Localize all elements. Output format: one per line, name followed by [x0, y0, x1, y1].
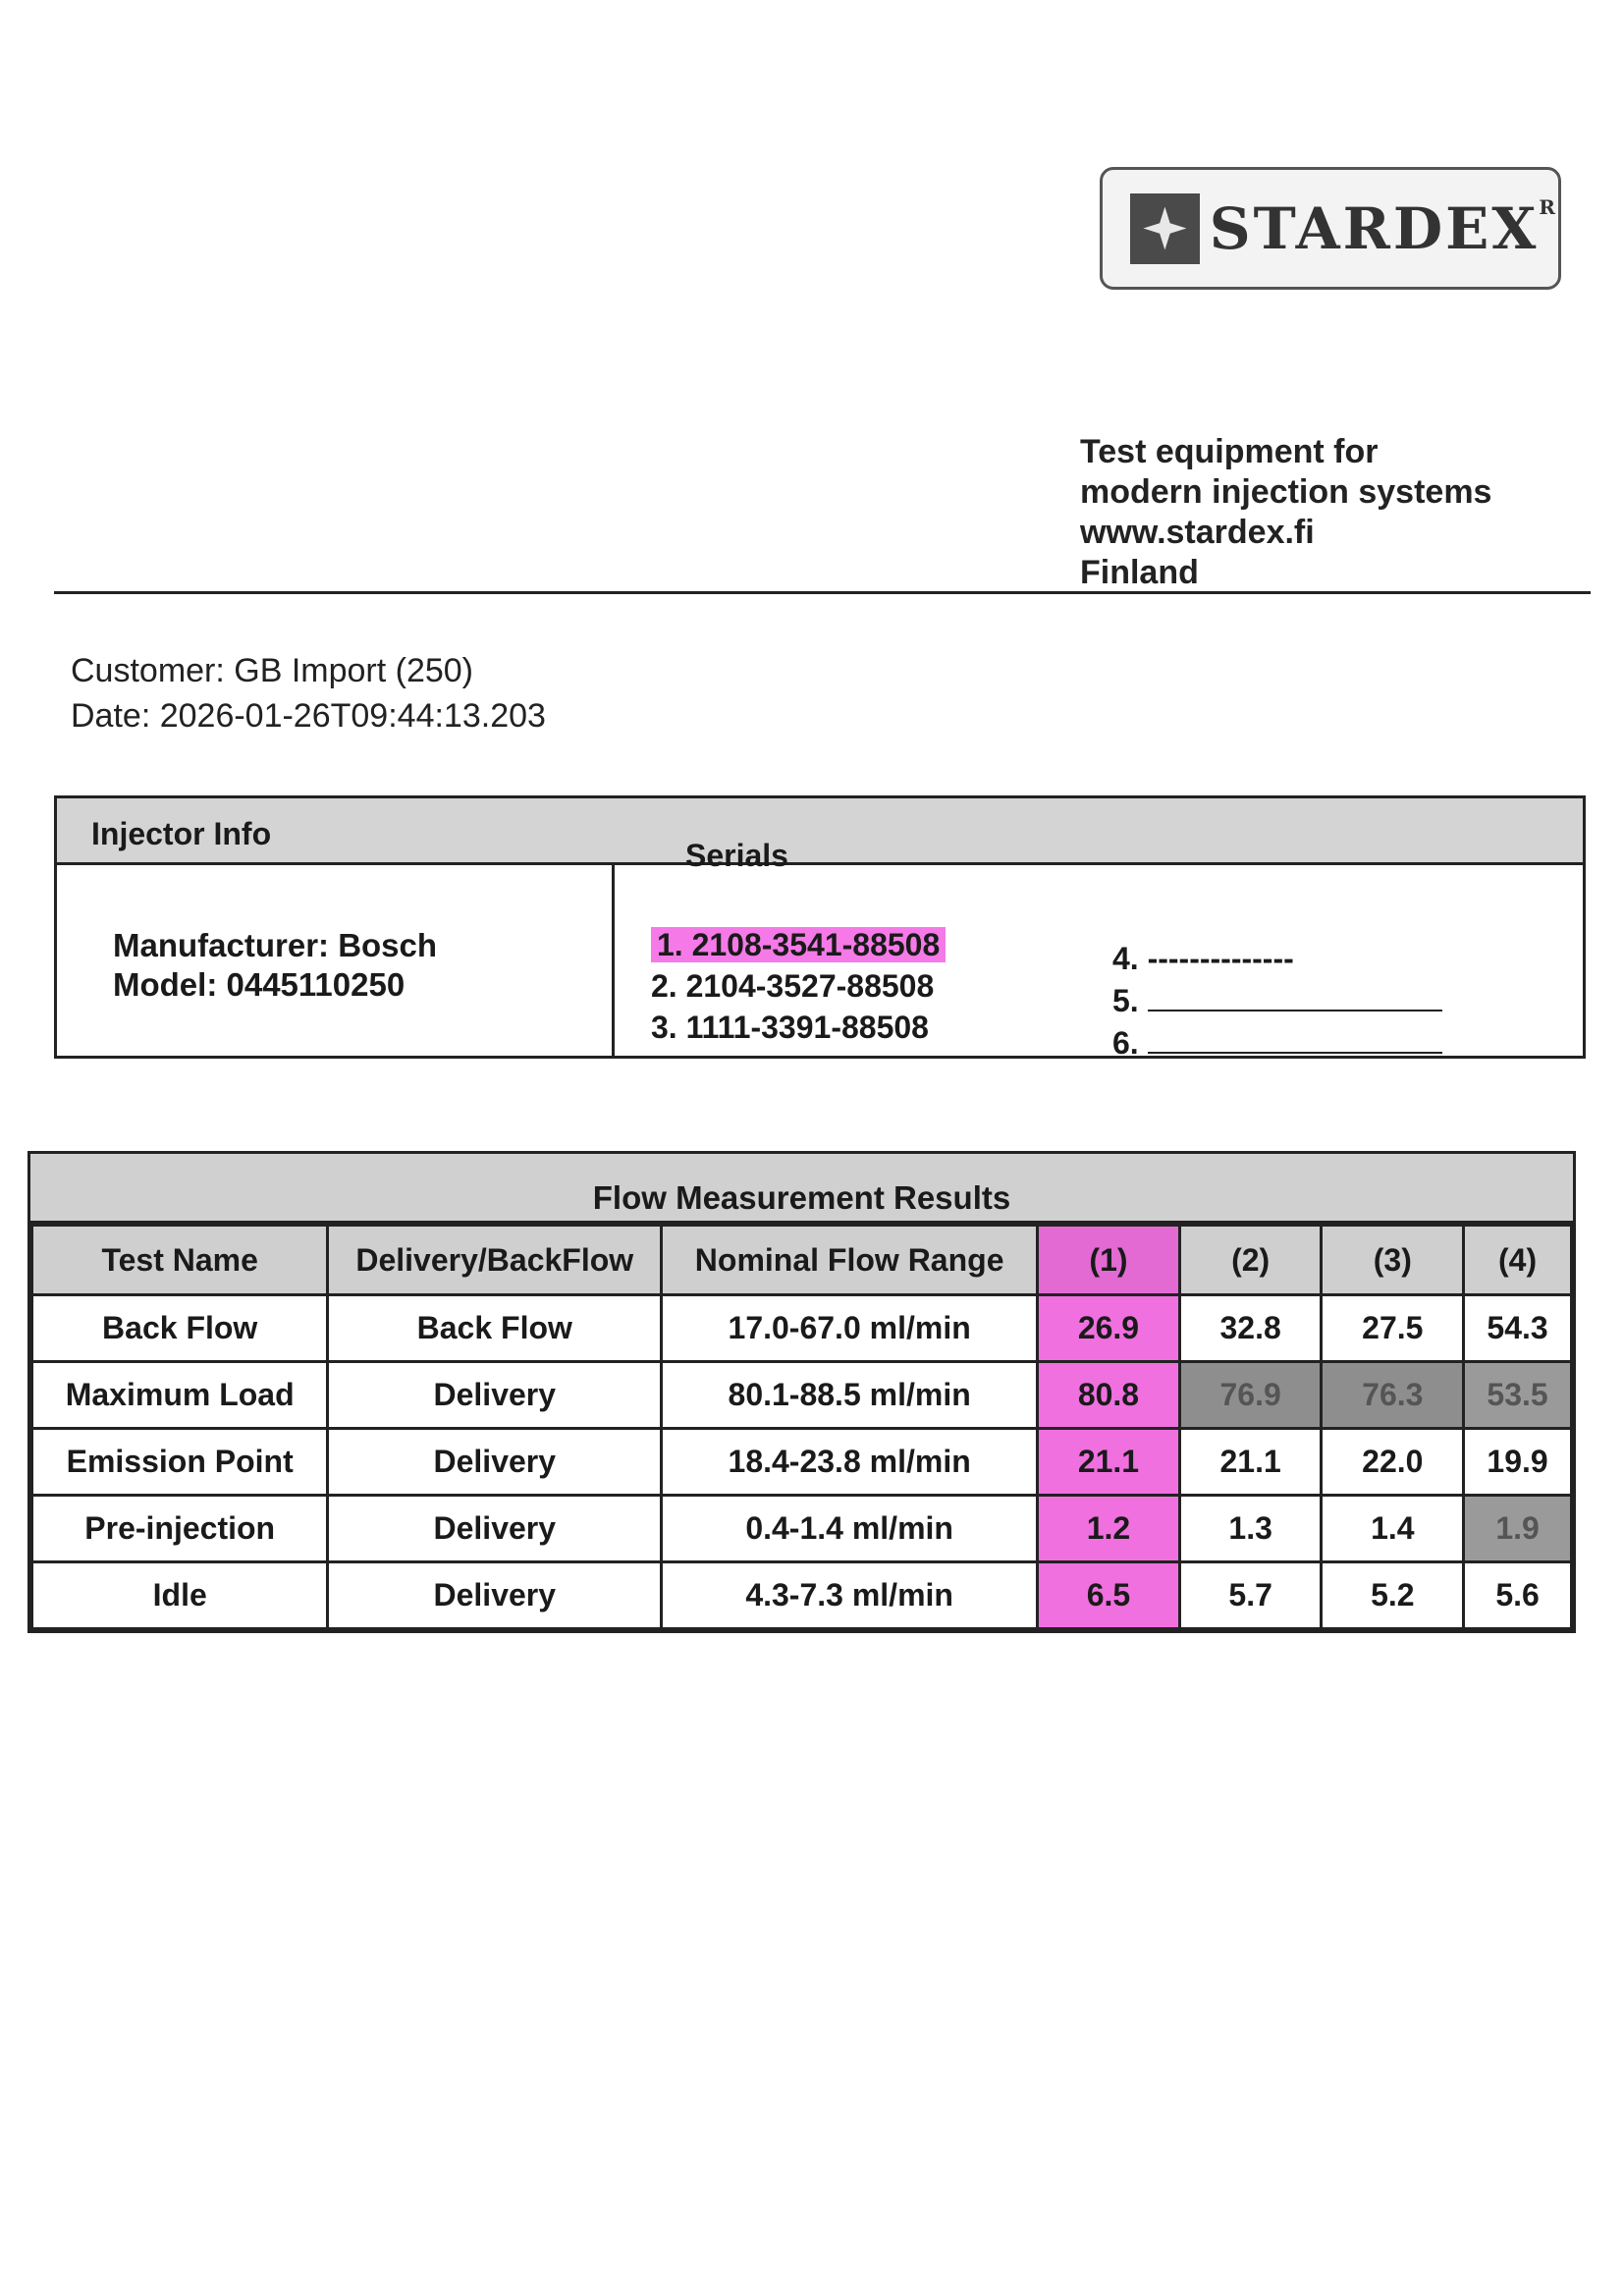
serial-6-blank: [1148, 1032, 1442, 1054]
value-injector-3: 27.5: [1322, 1295, 1464, 1362]
value-injector-3: 22.0: [1322, 1429, 1464, 1496]
value-injector-1: 80.8: [1038, 1362, 1180, 1429]
value-injector-2: 32.8: [1179, 1295, 1322, 1362]
company-country: Finland: [1080, 554, 1199, 591]
value-injector-2: 1.3: [1179, 1496, 1322, 1562]
value-injector-4: 54.3: [1464, 1295, 1572, 1362]
report-meta: [71, 648, 546, 738]
value-injector-3: 5.2: [1322, 1562, 1464, 1629]
table-header-row: [32, 1226, 1572, 1295]
col-test-name: Test Name: [32, 1226, 328, 1295]
col-nominal-range: Nominal Flow Range: [662, 1226, 1038, 1295]
test-name: Pre-injection: [32, 1496, 328, 1562]
serials-title: Serials: [685, 838, 788, 873]
test-name: Idle: [32, 1562, 328, 1629]
customer-line: Customer: GB Import (250): [71, 652, 474, 689]
nominal-range: 80.1-88.5 ml/min: [662, 1362, 1038, 1429]
value-injector-4: 19.9: [1464, 1429, 1572, 1496]
table-row: [32, 1429, 1572, 1496]
test-type: Delivery: [328, 1496, 662, 1562]
company-line-1: Test equipment for: [1080, 433, 1379, 470]
model: Model: 0445110250: [113, 966, 406, 1003]
stardex-logo: [1100, 167, 1561, 290]
injector-info-box: [54, 795, 1586, 1059]
value-injector-3-out-of-range: 76.3: [1322, 1362, 1464, 1429]
serial-5-blank: [1148, 990, 1442, 1011]
table-row: [32, 1562, 1572, 1629]
company-line-2: modern injection systems: [1080, 473, 1492, 511]
table-row: [32, 1496, 1572, 1562]
value-injector-1: 6.5: [1038, 1562, 1180, 1629]
registered-mark: R: [1539, 194, 1558, 219]
logo-mark: [1130, 193, 1200, 264]
nominal-range: 0.4-1.4 ml/min: [662, 1496, 1038, 1562]
table-row: [32, 1295, 1572, 1362]
info-column-divider: [612, 862, 615, 1059]
header-divider: [54, 591, 1591, 594]
flow-results-title: Flow Measurement Results: [30, 1154, 1573, 1224]
company-description: [1080, 432, 1491, 593]
nominal-range: 17.0-67.0 ml/min: [662, 1295, 1038, 1362]
value-injector-4: 5.6: [1464, 1562, 1572, 1629]
value-injector-4-out-of-range: 53.5: [1464, 1362, 1572, 1429]
col-injector-1: (1): [1038, 1226, 1180, 1295]
injector-details: [113, 926, 437, 1005]
serials-list-b: [1112, 938, 1442, 1065]
col-injector-2: (2): [1179, 1226, 1322, 1295]
test-type: Back Flow: [328, 1295, 662, 1362]
value-injector-2: 21.1: [1179, 1429, 1322, 1496]
serial-1: 1. 2108-3541-88508: [651, 927, 946, 962]
nominal-range: 18.4-23.8 ml/min: [662, 1429, 1038, 1496]
serial-5: 5.: [1112, 980, 1442, 1022]
value-injector-1: 1.2: [1038, 1496, 1180, 1562]
injector-info-header: [57, 798, 1583, 873]
date-line: Date: 2026-01-26T09:44:13.203: [71, 697, 546, 735]
test-name: Maximum Load: [32, 1362, 328, 1429]
company-website: www.stardex.fi: [1080, 514, 1315, 551]
serial-6: 6.: [1112, 1022, 1442, 1065]
nominal-range: 4.3-7.3 ml/min: [662, 1562, 1038, 1629]
col-injector-3: (3): [1322, 1226, 1464, 1295]
serials-list-a: [651, 924, 946, 1048]
four-point-star-icon: [1143, 207, 1186, 250]
flow-results-table: [30, 1224, 1573, 1630]
test-type: Delivery: [328, 1362, 662, 1429]
test-name: Emission Point: [32, 1429, 328, 1496]
value-injector-3: 1.4: [1322, 1496, 1464, 1562]
flow-results-box: [27, 1151, 1576, 1633]
value-injector-2-out-of-range: 76.9: [1179, 1362, 1322, 1429]
value-injector-4-out-of-range: 1.9: [1464, 1496, 1572, 1562]
manufacturer: Manufacturer: Bosch: [113, 927, 438, 963]
logo-text: $STARDEX^R$: [1209, 194, 1558, 262]
col-injector-4: (4): [1464, 1226, 1572, 1295]
col-delivery-backflow: Delivery/BackFlow: [328, 1226, 662, 1295]
table-row: [32, 1362, 1572, 1429]
serial-4: 4. --------------: [1112, 941, 1294, 976]
serial-2: 2. 2104-3527-88508: [651, 968, 935, 1004]
test-type: Delivery: [328, 1429, 662, 1496]
value-injector-2: 5.7: [1179, 1562, 1322, 1629]
serial-3: 3. 1111-3391-88508: [651, 1010, 929, 1045]
test-name: Back Flow: [32, 1295, 328, 1362]
test-type: Delivery: [328, 1562, 662, 1629]
value-injector-1: 21.1: [1038, 1429, 1180, 1496]
injector-info-title: Injector Info: [91, 816, 272, 851]
value-injector-1: 26.9: [1038, 1295, 1180, 1362]
